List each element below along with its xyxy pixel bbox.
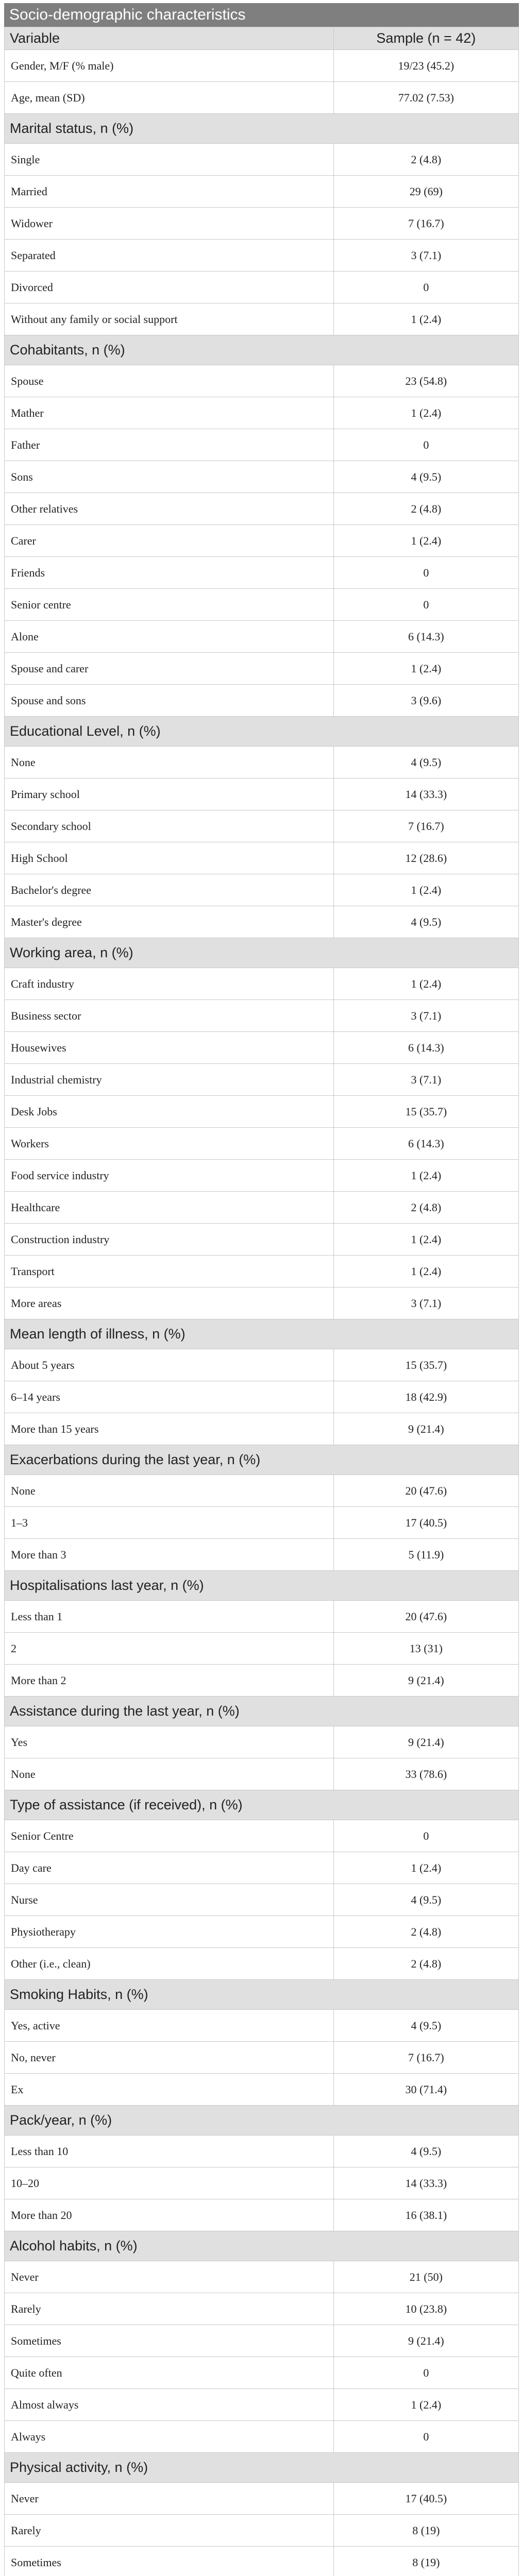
row-label: Mather	[5, 397, 334, 429]
row-label: High School	[5, 842, 334, 874]
table-row	[5, 2547, 519, 2576]
table-row	[5, 1000, 519, 1032]
table-row	[5, 621, 519, 653]
table-row	[5, 2199, 519, 2231]
table-header-row	[5, 27, 519, 50]
row-label: Ex	[5, 2074, 334, 2106]
table-row	[5, 2421, 519, 2453]
row-label: Healthcare	[5, 1192, 334, 1224]
section-header-row	[5, 335, 519, 365]
table-row	[5, 685, 519, 717]
row-value: 3 (7.1)	[333, 1287, 518, 1319]
table-row	[5, 874, 519, 906]
row-value: 1 (2.4)	[333, 1224, 518, 1256]
section-title: Alcohol habits, n (%)	[5, 2231, 519, 2261]
table-row	[5, 968, 519, 1000]
section-header-row	[5, 1571, 519, 1601]
row-value: 8 (19)	[333, 2515, 518, 2547]
row-value: 4 (9.5)	[333, 1884, 518, 1916]
row-value: 1 (2.4)	[333, 1160, 518, 1192]
section-header-row	[5, 2106, 519, 2136]
row-label: Married	[5, 176, 334, 208]
row-value: 1 (2.4)	[333, 397, 518, 429]
row-value: 33 (78.6)	[333, 1758, 518, 1790]
section-title: Marital status, n (%)	[5, 114, 519, 144]
row-label: Always	[5, 2421, 334, 2453]
sociodemographic-table	[4, 27, 519, 2576]
section-header-row	[5, 1980, 519, 2010]
row-value: 7 (16.7)	[333, 810, 518, 842]
row-value: 1 (2.4)	[333, 653, 518, 685]
row-value: 20 (47.6)	[333, 1475, 518, 1507]
header-variable: Variable	[5, 27, 334, 50]
row-label: Master's degree	[5, 906, 334, 938]
section-title: Educational Level, n (%)	[5, 717, 519, 747]
row-value: 4 (9.5)	[333, 2136, 518, 2167]
row-value: 0	[333, 2357, 518, 2389]
row-label: Food service industry	[5, 1160, 334, 1192]
table-row	[5, 1160, 519, 1192]
table-body	[5, 50, 519, 2576]
row-value: 3 (7.1)	[333, 1000, 518, 1032]
row-value: 0	[333, 429, 518, 461]
row-value: 23 (54.8)	[333, 365, 518, 397]
table-row	[5, 842, 519, 874]
section-header-row	[5, 114, 519, 144]
row-value: 16 (38.1)	[333, 2199, 518, 2231]
row-value: 1 (2.4)	[333, 1256, 518, 1287]
section-header-row	[5, 1319, 519, 1349]
table-row	[5, 2010, 519, 2042]
table-row	[5, 1948, 519, 1980]
table-row	[5, 208, 519, 240]
section-header-row	[5, 1445, 519, 1475]
row-value: 9 (21.4)	[333, 1665, 518, 1697]
table-row	[5, 525, 519, 557]
table-row	[5, 557, 519, 589]
row-label: Nurse	[5, 1884, 334, 1916]
row-label: Day care	[5, 1852, 334, 1884]
table-row	[5, 1758, 519, 1790]
row-value: 0	[333, 2421, 518, 2453]
table-row	[5, 653, 519, 685]
table-row	[5, 176, 519, 208]
row-value: 1 (2.4)	[333, 1852, 518, 1884]
table-row	[5, 2389, 519, 2421]
section-title: Smoking Habits, n (%)	[5, 1980, 519, 2010]
row-label: No, never	[5, 2042, 334, 2074]
row-value: 1 (2.4)	[333, 303, 518, 335]
table-row	[5, 303, 519, 335]
table-row	[5, 493, 519, 525]
row-value: 9 (21.4)	[333, 1726, 518, 1758]
row-value: 6 (14.3)	[333, 1032, 518, 1064]
table-row	[5, 82, 519, 114]
row-value: 8 (19)	[333, 2547, 518, 2576]
row-value: 9 (21.4)	[333, 2325, 518, 2357]
row-label: Senior Centre	[5, 1820, 334, 1852]
row-value: 0	[333, 272, 518, 303]
table-row	[5, 1665, 519, 1697]
table-row	[5, 2483, 519, 2515]
table-row	[5, 1726, 519, 1758]
table-row	[5, 272, 519, 303]
table-row	[5, 2293, 519, 2325]
table-row	[5, 747, 519, 778]
row-value: 17 (40.5)	[333, 1507, 518, 1539]
table-row	[5, 397, 519, 429]
row-label: Never	[5, 2261, 334, 2293]
row-label: More than 2	[5, 1665, 334, 1697]
row-label: Quite often	[5, 2357, 334, 2389]
table-row	[5, 1884, 519, 1916]
row-value: 77.02 (7.53)	[333, 82, 518, 114]
row-value: 7 (16.7)	[333, 208, 518, 240]
row-value: 2 (4.8)	[333, 1192, 518, 1224]
table-row	[5, 1381, 519, 1413]
row-value: 6 (14.3)	[333, 621, 518, 653]
row-label: More than 3	[5, 1539, 334, 1571]
row-value: 6 (14.3)	[333, 1128, 518, 1160]
row-label: Spouse	[5, 365, 334, 397]
row-label: 1–3	[5, 1507, 334, 1539]
section-title: Working area, n (%)	[5, 938, 519, 968]
row-label: Industrial chemistry	[5, 1064, 334, 1096]
table-row	[5, 1413, 519, 1445]
row-label: Father	[5, 429, 334, 461]
row-value: 1 (2.4)	[333, 874, 518, 906]
row-label: Sometimes	[5, 2325, 334, 2357]
row-label: Alone	[5, 621, 334, 653]
row-label: Without any family or social support	[5, 303, 334, 335]
row-value: 13 (31)	[333, 1633, 518, 1665]
row-label: None	[5, 747, 334, 778]
table-row	[5, 1192, 519, 1224]
section-title: Assistance during the last year, n (%)	[5, 1697, 519, 1726]
row-label: Bachelor's degree	[5, 874, 334, 906]
row-label: 10–20	[5, 2167, 334, 2199]
row-label: Sometimes	[5, 2547, 334, 2576]
row-value: 9 (21.4)	[333, 1413, 518, 1445]
row-value: 4 (9.5)	[333, 461, 518, 493]
table-row	[5, 2167, 519, 2199]
table-row	[5, 1064, 519, 1096]
row-value: 0	[333, 589, 518, 621]
table-row	[5, 1096, 519, 1128]
table-row	[5, 1475, 519, 1507]
row-label: Spouse and sons	[5, 685, 334, 717]
section-title: Physical activity, n (%)	[5, 2453, 519, 2483]
row-value: 3 (9.6)	[333, 685, 518, 717]
row-value: 1 (2.4)	[333, 2389, 518, 2421]
section-title: Pack/year, n (%)	[5, 2106, 519, 2136]
section-header-row	[5, 2453, 519, 2483]
section-title: Hospitalisations last year, n (%)	[5, 1571, 519, 1601]
row-label: Divorced	[5, 272, 334, 303]
table-row	[5, 1128, 519, 1160]
row-label: Primary school	[5, 778, 334, 810]
row-value: 15 (35.7)	[333, 1349, 518, 1381]
table-row	[5, 2357, 519, 2389]
row-label: None	[5, 1475, 334, 1507]
row-label: Spouse and carer	[5, 653, 334, 685]
row-value: 5 (11.9)	[333, 1539, 518, 1571]
row-label: Never	[5, 2483, 334, 2515]
row-value: 2 (4.8)	[333, 493, 518, 525]
row-label: 6–14 years	[5, 1381, 334, 1413]
section-header-row	[5, 717, 519, 747]
row-label: Separated	[5, 240, 334, 272]
row-value: 21 (50)	[333, 2261, 518, 2293]
table-row	[5, 1224, 519, 1256]
table-row	[5, 1507, 519, 1539]
row-label: Physiotherapy	[5, 1916, 334, 1948]
table-row	[5, 1601, 519, 1633]
row-value: 10 (23.8)	[333, 2293, 518, 2325]
table-row	[5, 589, 519, 621]
row-value: 4 (9.5)	[333, 2010, 518, 2042]
header-sample: Sample (n = 42)	[333, 27, 518, 50]
section-title: Type of assistance (if received), n (%)	[5, 1790, 519, 1820]
table-title: Socio-demographic characteristics	[4, 3, 519, 27]
row-value: 3 (7.1)	[333, 1064, 518, 1096]
row-value: 4 (9.5)	[333, 906, 518, 938]
table-row	[5, 365, 519, 397]
section-header-row	[5, 1697, 519, 1726]
row-value: 2 (4.8)	[333, 1948, 518, 1980]
section-title: Mean length of illness, n (%)	[5, 1319, 519, 1349]
row-value: 3 (7.1)	[333, 240, 518, 272]
table-row	[5, 906, 519, 938]
row-label: Housewives	[5, 1032, 334, 1064]
row-value: 19/23 (45.2)	[333, 50, 518, 82]
row-value: 4 (9.5)	[333, 747, 518, 778]
row-label: Rarely	[5, 2515, 334, 2547]
table-row	[5, 240, 519, 272]
row-label: Senior centre	[5, 589, 334, 621]
table-row	[5, 144, 519, 176]
table-row	[5, 1287, 519, 1319]
row-value: 7 (16.7)	[333, 2042, 518, 2074]
table-row	[5, 810, 519, 842]
row-value: 2 (4.8)	[333, 144, 518, 176]
row-label: 2	[5, 1633, 334, 1665]
row-value: 12 (28.6)	[333, 842, 518, 874]
row-label: Less than 1	[5, 1601, 334, 1633]
row-value: 0	[333, 1820, 518, 1852]
row-label: Sons	[5, 461, 334, 493]
row-value: 20 (47.6)	[333, 1601, 518, 1633]
section-title: Cohabitants, n (%)	[5, 335, 519, 365]
table-row	[5, 1852, 519, 1884]
table-row	[5, 2136, 519, 2167]
row-label: Craft industry	[5, 968, 334, 1000]
table-row	[5, 1256, 519, 1287]
row-value: 14 (33.3)	[333, 2167, 518, 2199]
row-label: Other (i.e., clean)	[5, 1948, 334, 1980]
row-label: Almost always	[5, 2389, 334, 2421]
row-label: Yes, active	[5, 2010, 334, 2042]
row-label: More than 15 years	[5, 1413, 334, 1445]
row-label: More than 20	[5, 2199, 334, 2231]
row-label: Carer	[5, 525, 334, 557]
row-label: Construction industry	[5, 1224, 334, 1256]
row-label: None	[5, 1758, 334, 1790]
row-label: Transport	[5, 1256, 334, 1287]
table-row	[5, 429, 519, 461]
row-value: 1 (2.4)	[333, 525, 518, 557]
table-row	[5, 461, 519, 493]
row-label: Yes	[5, 1726, 334, 1758]
section-title: Exacerbations during the last year, n (%)	[5, 1445, 519, 1475]
row-label: Less than 10	[5, 2136, 334, 2167]
row-label: Desk Jobs	[5, 1096, 334, 1128]
table-row	[5, 2325, 519, 2357]
row-value: 18 (42.9)	[333, 1381, 518, 1413]
table-row	[5, 1032, 519, 1064]
table-row	[5, 778, 519, 810]
row-label: Widower	[5, 208, 334, 240]
row-label: Business sector	[5, 1000, 334, 1032]
row-label: Gender, M/F (% male)	[5, 50, 334, 82]
row-value: 0	[333, 557, 518, 589]
row-label: About 5 years	[5, 1349, 334, 1381]
section-header-row	[5, 938, 519, 968]
section-header-row	[5, 2231, 519, 2261]
row-label: Friends	[5, 557, 334, 589]
table-row	[5, 2074, 519, 2106]
row-label: Other relatives	[5, 493, 334, 525]
row-value: 17 (40.5)	[333, 2483, 518, 2515]
table-row	[5, 1820, 519, 1852]
row-value: 15 (35.7)	[333, 1096, 518, 1128]
table-row	[5, 1916, 519, 1948]
table-row	[5, 2042, 519, 2074]
row-value: 29 (69)	[333, 176, 518, 208]
table-row	[5, 50, 519, 82]
table-row	[5, 1349, 519, 1381]
row-label: Workers	[5, 1128, 334, 1160]
row-label: Rarely	[5, 2293, 334, 2325]
section-header-row	[5, 1790, 519, 1820]
row-label: More areas	[5, 1287, 334, 1319]
row-value: 2 (4.8)	[333, 1916, 518, 1948]
row-value: 30 (71.4)	[333, 2074, 518, 2106]
table-row	[5, 1633, 519, 1665]
row-value: 14 (33.3)	[333, 778, 518, 810]
row-label: Age, mean (SD)	[5, 82, 334, 114]
row-label: Single	[5, 144, 334, 176]
row-label: Secondary school	[5, 810, 334, 842]
table-row	[5, 2261, 519, 2293]
table-row	[5, 2515, 519, 2547]
table-row	[5, 1539, 519, 1571]
row-value: 1 (2.4)	[333, 968, 518, 1000]
